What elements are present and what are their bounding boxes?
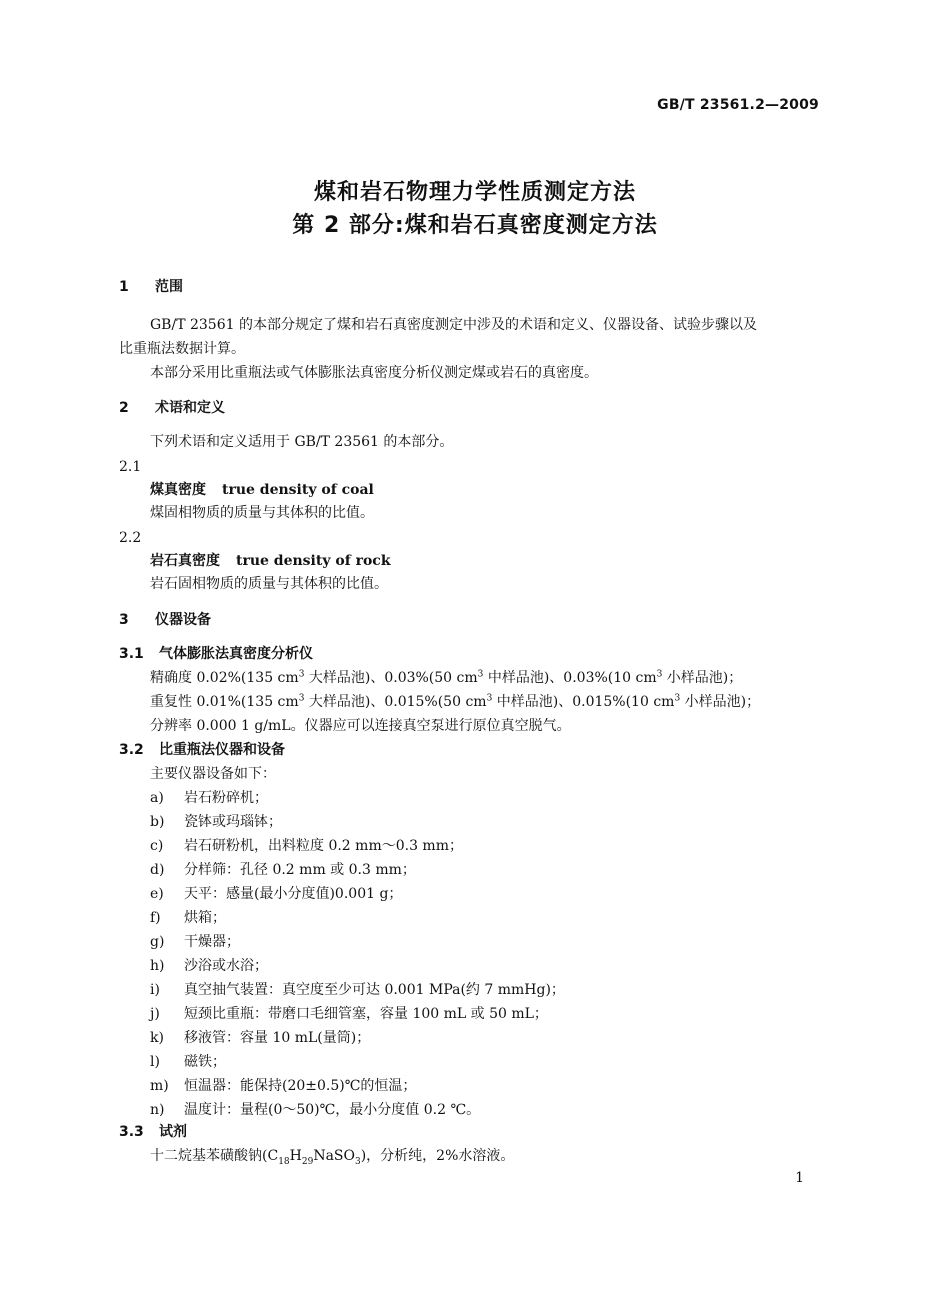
section-title: 术语和定义 bbox=[155, 400, 225, 416]
list-item: b) 瓷钵或玛瑙钵； bbox=[150, 814, 282, 830]
subsection-title: 试剂 bbox=[159, 1124, 187, 1140]
subsection-number: 3.3 bbox=[119, 1124, 144, 1140]
term-entry bbox=[150, 551, 391, 571]
document-title: 煤和岩石物理力学性质测定方法 bbox=[313, 180, 636, 205]
section-title: 仪器设备 bbox=[155, 612, 211, 628]
section-number: 2 bbox=[119, 400, 129, 416]
precision-line: 精确度 0.02%(135 $cm^3$ 大样品池)、0.03%(50 $cm^3$ 中样品池)、0.03%(10 $cm^3$ 小样品池)； bbox=[150, 669, 743, 686]
term-number: 2.1 bbox=[119, 459, 142, 475]
term-entry bbox=[150, 480, 374, 500]
paragraph: 下列术语和定义适用于 GB/T 23561 的本部分。 bbox=[150, 434, 454, 450]
term-english: true density of rock bbox=[236, 553, 391, 569]
list-item: f) 烘箱； bbox=[150, 910, 226, 926]
list-item: a) 岩石粉碎机； bbox=[150, 790, 268, 806]
list-item: j) 短颈比重瓶：带磨口毛细管塞，容量 100 mL 或 50 mL； bbox=[150, 1006, 548, 1022]
list-item: m) 恒温器：能保持(20±0.5)℃的恒温； bbox=[150, 1078, 417, 1094]
list-item: e) 天平：感量(最小分度值)0.001 g； bbox=[150, 886, 403, 902]
list-item: k) 移液管：容量 10 mL(量筒)； bbox=[150, 1030, 371, 1046]
subsection-3-2-heading bbox=[119, 740, 285, 760]
list-item: g) 干燥器； bbox=[150, 934, 240, 950]
list-item: l) 磁铁； bbox=[150, 1054, 226, 1070]
repeatability-line: 重复性 0.01%(135 $cm^3$ 大样品池)、0.015%(50 $cm^3$ 中样品池)、0.015%(10 $cm^3$ 小样品池)； bbox=[150, 693, 761, 710]
paragraph: GB/T 23561 的本部分规定了煤和岩石真密度测定中涉及的术语和定义、仪器设备、试验步骤以及 bbox=[150, 317, 757, 333]
paragraph: 比重瓶法数据计算。 bbox=[119, 341, 245, 357]
term-english: true density of coal bbox=[222, 482, 374, 498]
term-number: 2.2 bbox=[119, 530, 142, 546]
subsection-3-3-heading bbox=[119, 1122, 187, 1142]
standard-number: GB/T 23561.2—2009 bbox=[657, 97, 819, 113]
section-3-heading bbox=[119, 610, 211, 630]
list-item: i) 真空抽气装置：真空度至少可达 0.001 MPa(约 7 mmHg)； bbox=[150, 982, 565, 998]
subsection-number: 3.2 bbox=[119, 742, 144, 758]
section-2-heading bbox=[119, 398, 225, 418]
subsection-number: 3.1 bbox=[119, 646, 144, 662]
term-chinese: 岩石真密度 bbox=[150, 553, 220, 569]
term-definition: 岩石固相物质的质量与其体积的比值。 bbox=[150, 576, 388, 592]
subsection-3-1-heading bbox=[119, 644, 313, 664]
page-number: 1 bbox=[795, 1170, 804, 1186]
subsection-title: 气体膨胀法真密度分析仪 bbox=[159, 646, 313, 662]
resolution-line: 分辨率 0.000 1 g/mL。仪器应可以连接真空泵进行原位真空脱气。 bbox=[150, 718, 571, 734]
section-title: 范围 bbox=[155, 279, 183, 295]
section-1-heading bbox=[119, 277, 183, 297]
subsection-title: 比重瓶法仪器和设备 bbox=[159, 742, 285, 758]
reagent-line: 十二烷基苯磺酸钠$(C_{18}H_{29}NaSO_3)$，分析纯，2%水溶液。 bbox=[150, 1148, 515, 1167]
term-definition: 煤固相物质的质量与其体积的比值。 bbox=[150, 505, 374, 521]
section-number: 1 bbox=[119, 279, 129, 295]
list-item: d) 分样筛：孔径 0.2 mm 或 0.3 mm； bbox=[150, 862, 416, 878]
document-subtitle: 第 2 部分:煤和岩石真密度测定方法 bbox=[292, 213, 658, 238]
list-item: h) 沙浴或水浴； bbox=[150, 958, 268, 974]
list-item: n) 温度计：量程(0～50)℃，最小分度值 0.2 ℃。 bbox=[150, 1102, 481, 1118]
paragraph: 本部分采用比重瓶法或气体膨胀法真密度分析仪测定煤或岩石的真密度。 bbox=[150, 365, 598, 381]
list-intro: 主要仪器设备如下： bbox=[150, 766, 276, 782]
section-number: 3 bbox=[119, 612, 129, 628]
list-item: c) 岩石研粉机，出料粒度 0.2 mm～0.3 mm； bbox=[150, 838, 463, 854]
term-chinese: 煤真密度 bbox=[150, 482, 206, 498]
